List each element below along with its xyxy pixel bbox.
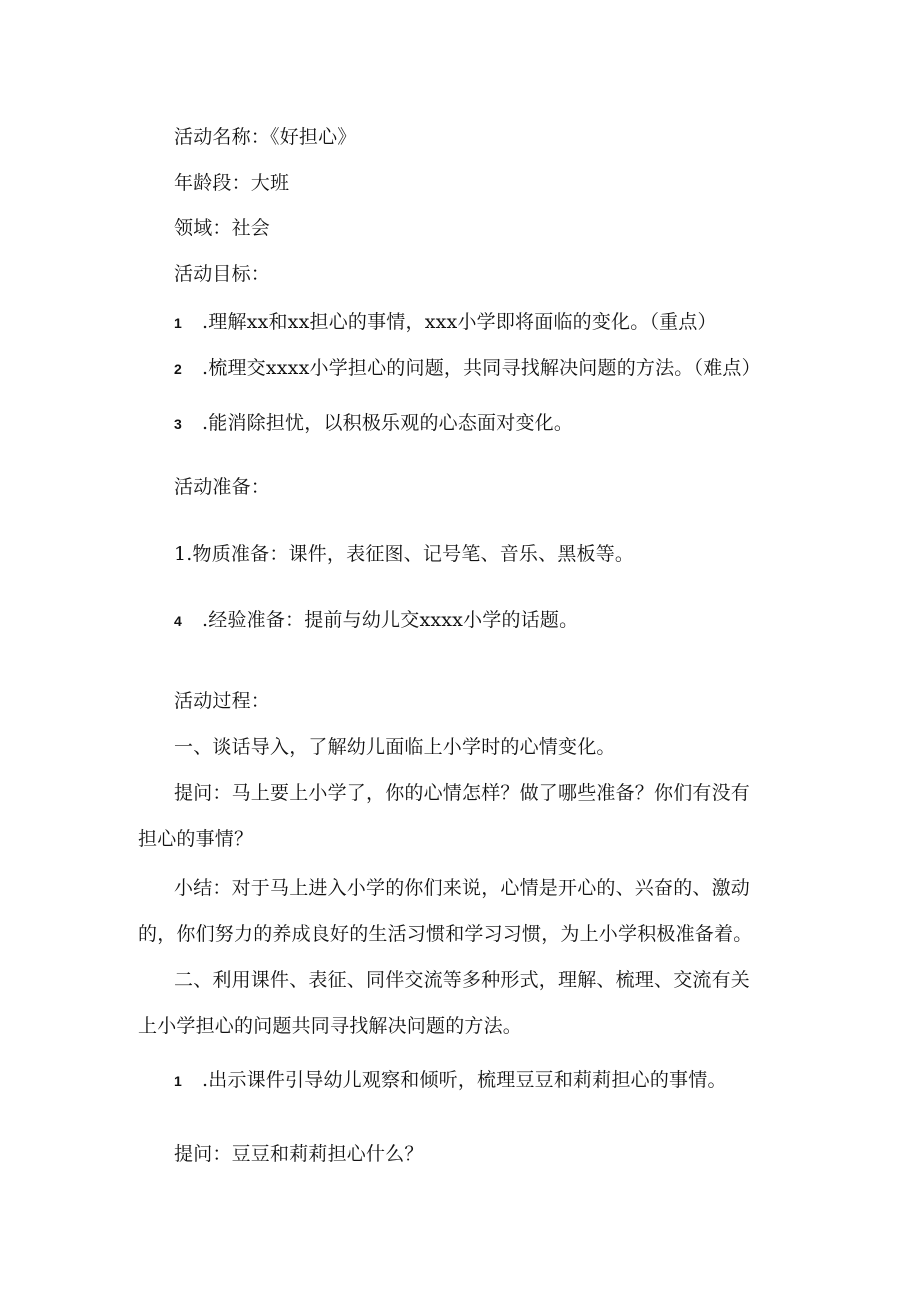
goal-item-3 <box>174 411 573 436</box>
prep-item-1: 1.物质准备：课件，表征图、记号笔、音乐、黑板等。 <box>174 543 635 565</box>
prep-number: 4 <box>174 613 182 629</box>
question-1-line-1: 提问：马上要上小学了，你的心情怎样？做了哪些准备？你们有没有 <box>174 782 751 804</box>
prep-heading: 活动准备： <box>174 476 271 498</box>
goal-number: 3 <box>174 416 182 432</box>
process-step-2-line-2: 上小学担心的问题共同寻找解决问题的方法。 <box>138 1015 523 1037</box>
summary-line-2: 的，你们努力的养成良好的生活习惯和学习习惯，为上小学积极准备着。 <box>138 923 753 945</box>
process-heading: 活动过程： <box>174 690 271 712</box>
goal-text: .能消除担忧，以积极乐观的心态面对变化。 <box>202 412 574 434</box>
prep-item-4 <box>174 608 578 633</box>
sub-step-text: .出示课件引导幼儿观察和倾听，梳理豆豆和莉莉担心的事情。 <box>202 1069 727 1091</box>
prep-text: .经验准备：提前与幼儿交xxxx小学的话题。 <box>202 609 579 631</box>
domain-field: 领域：社会 <box>174 217 271 239</box>
goals-heading: 活动目标： <box>174 263 271 285</box>
goal-number: 2 <box>174 361 182 377</box>
process-step-1: 一、谈话导入，了解幼儿面临上小学时的心情变化。 <box>174 736 616 758</box>
goal-number: 1 <box>174 315 182 331</box>
age-group: 年龄段：大班 <box>174 172 290 194</box>
goal-item-1 <box>174 310 717 335</box>
goal-text: .梳理交xxxx小学担心的问题，共同寻找解决问题的方法。（难点） <box>202 357 761 379</box>
goal-text: .理解xx和xx担心的事情，xxx小学即将面临的变化。（重点） <box>202 311 717 333</box>
process-step-2-line-1: 二、利用课件、表征、同伴交流等多种形式，理解、梳理、交流有关 <box>174 969 751 991</box>
question-2: 提问：豆豆和莉莉担心什么？ <box>174 1143 424 1165</box>
activity-name: 活动名称：《好担心》 <box>174 126 357 148</box>
sub-step-number: 1 <box>174 1073 182 1089</box>
sub-step-1 <box>174 1068 727 1093</box>
goal-item-2 <box>174 356 761 381</box>
question-1-line-2: 担心的事情？ <box>138 828 254 850</box>
summary-line-1: 小结：对于马上进入小学的你们来说，心情是开心的、兴奋的、激动 <box>174 877 751 899</box>
